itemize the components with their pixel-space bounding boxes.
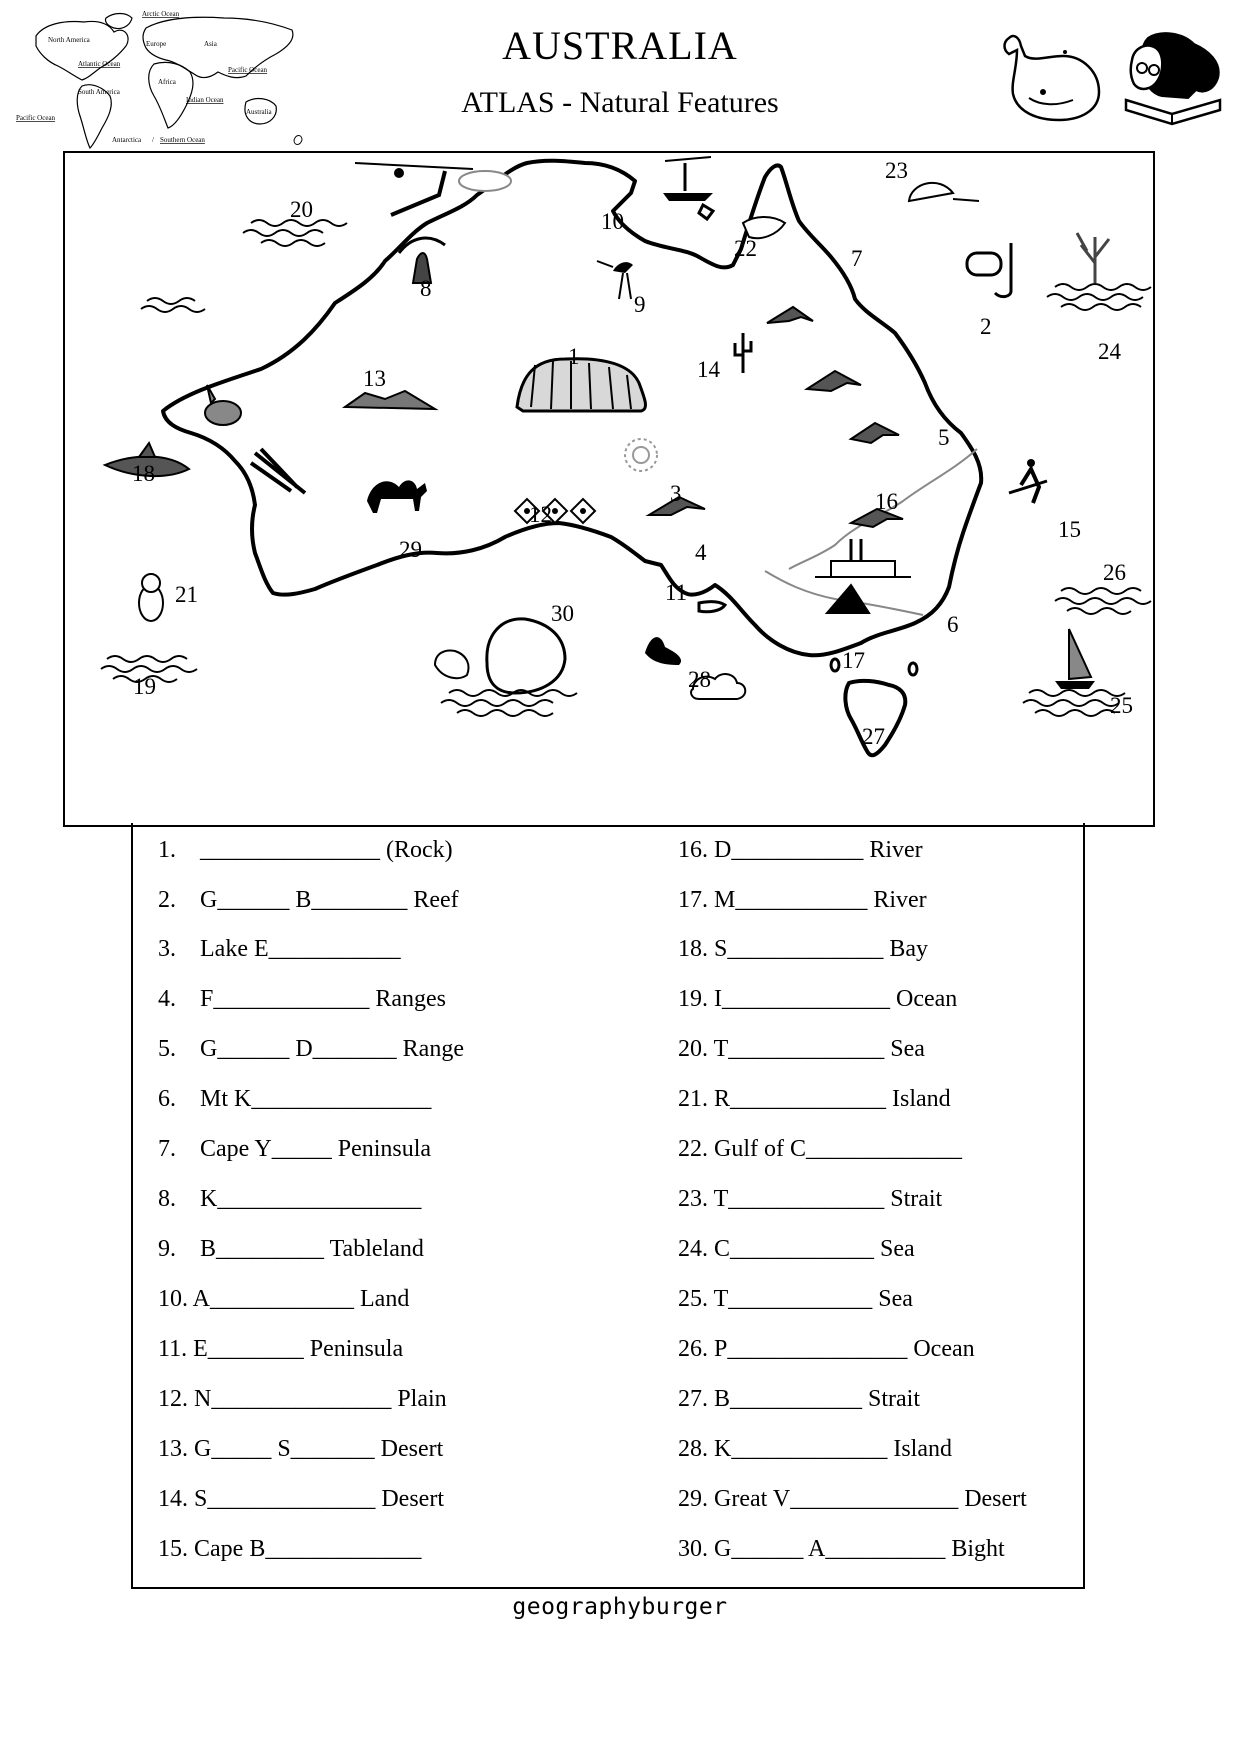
question-10: 10. A____________ Land <box>158 1286 410 1312</box>
sunrise-icon <box>909 183 979 201</box>
map-label-15: 15 <box>1058 517 1081 542</box>
north-america-label: North America <box>48 36 90 44</box>
map-label-3: 3 <box>670 481 682 506</box>
dugong-icon <box>459 171 511 191</box>
question-19: 19. I______________ Ocean <box>678 986 958 1012</box>
footer-credit: geographyburger <box>512 1594 728 1620</box>
asia-label: Asia <box>204 40 217 48</box>
question-6: 6. Mt K_______________ <box>158 1086 432 1112</box>
question-8: 8. K_________________ <box>158 1186 422 1212</box>
question-15: 15. Cape B_____________ <box>158 1536 422 1562</box>
question-9: 9. B_________ Tableland <box>158 1236 424 1262</box>
map-label-21: 21 <box>175 582 198 607</box>
canoe-icon <box>663 157 713 201</box>
question-21: 21. R_____________ Island <box>678 1086 951 1112</box>
question-2: 2. G______ B________ Reef <box>158 887 459 913</box>
groote-eylandt <box>699 205 713 219</box>
map-label-17: 17 <box>842 648 865 673</box>
arctic-ocean-label: Arctic Ocean <box>142 10 180 18</box>
map-label-22: 22 <box>734 236 757 261</box>
map-label-16: 16 <box>875 489 898 514</box>
snorkel-mask-icon <box>967 243 1011 297</box>
waves-24 <box>1047 284 1151 310</box>
question-26: 26. P_______________ Ocean <box>678 1336 975 1362</box>
question-7: 7. Cape Y_____ Peninsula <box>158 1136 432 1162</box>
map-label-6: 6 <box>947 612 959 637</box>
map-label-4: 4 <box>695 540 707 565</box>
question-29: 29. Great V______________ Desert <box>678 1486 1027 1512</box>
bilby-icon <box>205 385 241 425</box>
question-20: 20. T_____________ Sea <box>678 1036 925 1062</box>
map-label-11: 11 <box>665 580 688 605</box>
spear-hunter-icon <box>355 163 473 215</box>
uluru-rock-icon <box>517 359 645 411</box>
jabiru-bird-icon <box>597 261 633 299</box>
king-island <box>831 659 839 671</box>
question-1: 1. _______________ (Rock) <box>158 837 453 863</box>
question-4: 4. F_____________ Ranges <box>158 986 446 1012</box>
page-subtitle: ATLAS - Natural Features <box>461 86 779 119</box>
question-22: 22. Gulf of C_____________ <box>678 1136 962 1162</box>
question-27: 27. B___________ Strait <box>678 1386 921 1412</box>
waves-20 <box>243 220 347 246</box>
map-label-14: 14 <box>697 357 720 382</box>
map-label-5: 5 <box>938 425 950 450</box>
surfer-icon <box>1009 459 1047 503</box>
question-3: 3. Lake E___________ <box>158 936 401 962</box>
map-label-18: 18 <box>132 461 155 486</box>
question-24: 24. C____________ Sea <box>678 1236 915 1262</box>
question-11: 11. E________ Peninsula <box>158 1336 404 1362</box>
map-label-24: 24 <box>1098 339 1121 364</box>
quokka-icon <box>139 574 163 621</box>
southern-ocean-label: Southern Ocean <box>160 136 205 144</box>
indian-ocean-label: Indian Ocean <box>186 96 224 104</box>
page-title: AUSTRALIA <box>502 23 738 68</box>
waves-west-upper <box>141 298 205 312</box>
map-label-26: 26 <box>1103 560 1126 585</box>
map-label-1: 1 <box>568 344 580 369</box>
whale-large-icon <box>487 619 565 693</box>
coral-icon <box>1077 233 1109 283</box>
camel-icon <box>367 480 427 513</box>
map-drawing <box>65 153 1153 825</box>
australia-label: Australia <box>246 108 272 116</box>
map-label-19: 19 <box>133 674 156 699</box>
question-17: 17. M___________ River <box>678 887 927 913</box>
pacific-ocean-label-east: Pacific Ocean <box>228 66 268 74</box>
paddle-steamer-icon <box>815 539 911 577</box>
africa-label: Africa <box>158 78 176 86</box>
whale-small-icon <box>435 651 469 679</box>
reading-person-icon <box>1112 28 1230 126</box>
kangaroo-island-outline <box>699 602 725 612</box>
flinders-island <box>909 663 917 675</box>
map-label-30: 30 <box>551 601 574 626</box>
map-label-28: 28 <box>688 667 711 692</box>
waves-26 <box>1055 588 1151 614</box>
spinifex-plant-icon <box>251 449 305 493</box>
question-18: 18. S_____________ Bay <box>678 936 929 962</box>
seal-icon <box>645 637 681 665</box>
question-23: 23. T_____________ Strait <box>678 1186 943 1212</box>
question-16: 16. D___________ River <box>678 837 923 863</box>
mountain-icon-5b <box>807 371 861 391</box>
map-label-23: 23 <box>885 158 908 183</box>
separator-label: / <box>152 136 154 144</box>
map-label-2: 2 <box>980 314 992 339</box>
south-america-label: South America <box>78 88 120 96</box>
map-label-20: 20 <box>290 197 313 222</box>
map-label-12: 12 <box>529 502 552 527</box>
whale-icon <box>995 28 1103 126</box>
mountain-icon-5a <box>767 307 813 323</box>
road-sign-icons <box>515 499 595 523</box>
antarctica-label: Antarctica <box>112 136 142 144</box>
map-label-7: 7 <box>851 246 863 271</box>
map-label-29: 29 <box>399 537 422 562</box>
lake-eyre-icon <box>625 439 657 471</box>
question-28: 28. K_____________ Island <box>678 1436 952 1462</box>
question-13: 13. G_____ S_______ Desert <box>158 1436 444 1462</box>
europe-label: Europe <box>146 40 167 48</box>
question-30: 30. G______ A__________ Bight <box>678 1536 1005 1562</box>
sailboat-icon <box>1055 629 1095 689</box>
map-label-25: 25 <box>1110 693 1133 718</box>
question-5: 5. G______ D_______ Range <box>158 1036 464 1062</box>
desert-rocks-icon <box>345 391 435 409</box>
antarctica-outline <box>294 136 302 145</box>
atlantic-ocean-label: Atlantic Ocean <box>78 60 121 68</box>
question-list <box>131 823 1085 1589</box>
question-14: 14. S______________ Desert <box>158 1486 444 1512</box>
pacific-ocean-label-west: Pacific Ocean <box>16 114 56 122</box>
question-12: 12. N_______________ Plain <box>158 1386 447 1412</box>
map-label-8: 8 <box>420 276 432 301</box>
cactus-icon <box>735 333 751 373</box>
map-label-27: 27 <box>862 724 885 749</box>
map-label-10: 10 <box>601 209 624 234</box>
question-25: 25. T____________ Sea <box>678 1286 913 1312</box>
australia-map <box>63 151 1155 827</box>
mountain-icon-5c <box>851 423 899 443</box>
map-label-9: 9 <box>634 292 646 317</box>
map-label-13: 13 <box>363 366 386 391</box>
